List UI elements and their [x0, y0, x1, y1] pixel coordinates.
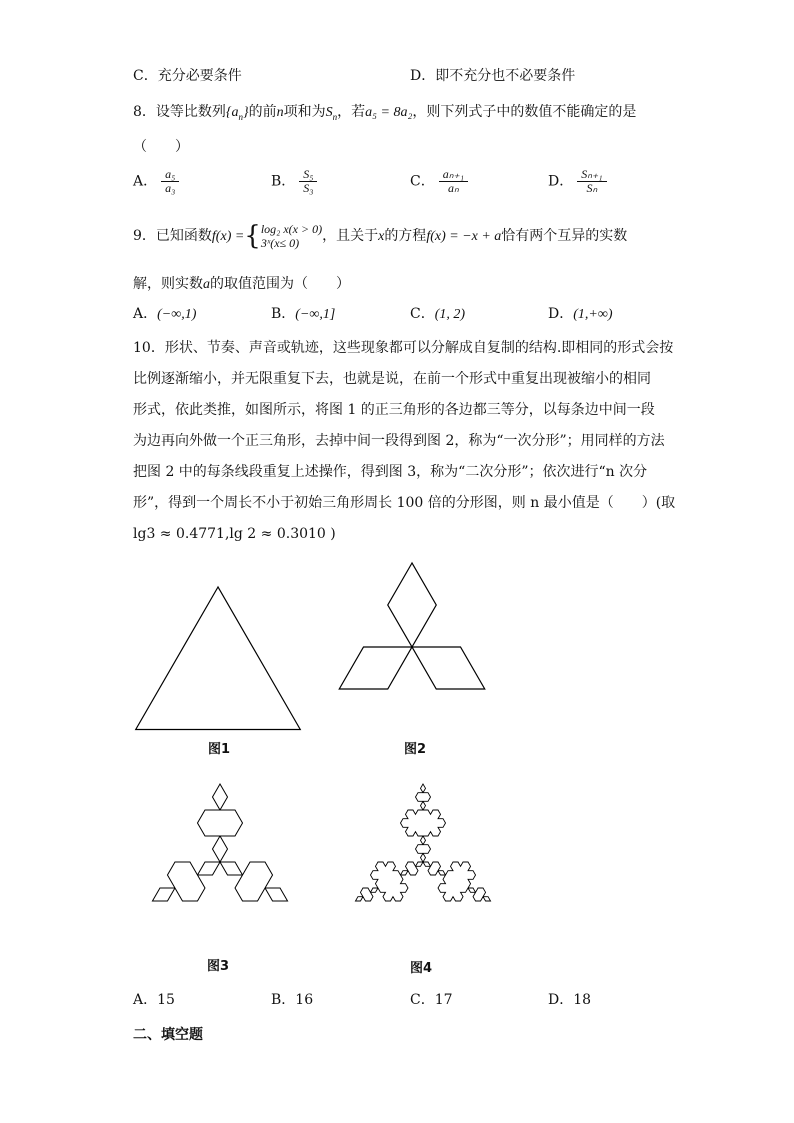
figure-2-star: [325, 548, 500, 743]
q9-option-b: B．(−∞,1]: [271, 306, 336, 322]
caption-figure-4: 图4: [410, 961, 433, 976]
q9-stem: 9．已知函数f(x) ={ log₂ x(x > 0) 3ˣ(x≤ 0) ，且关于x的方程f(x) = −x + a恰有两个互异的实数: [133, 221, 628, 251]
q10-line-4: 为边再向外做一个正三角形，去掉中间一段得到图 2，称为“一次分形”；用同样的方法: [133, 433, 665, 449]
q10-line-1: 10．形状、节奏、声音或轨迹，这些现象都可以分解成自复制的结构.即相同的形式会按: [133, 340, 674, 356]
q8-option-b: B． $\frac{\text{S₅}}{\text{S₃}}$: [271, 168, 315, 195]
fractal-level-2: [152, 784, 287, 901]
q7-option-c: C．充分必要条件: [133, 68, 242, 84]
figure-1-triangle: [130, 585, 310, 740]
caption-figure-2: 图2: [404, 742, 427, 757]
figure-4-snowflake: [338, 768, 508, 956]
q10-line-2: 比例逐渐缩小，并无限重复下去，也就是说，在前一个形式中重复出现被缩小的相同: [133, 371, 651, 387]
q10-option-d: D．18: [548, 992, 592, 1008]
q7-option-d: D．即不充分也不必要条件: [410, 68, 576, 84]
q9-stem-line2: 解，则实数a的取值范围为（ ）: [133, 276, 350, 292]
q10-line-7: lg3 ≈ 0.4771,lg 2 ≈ 0.3010 ): [133, 526, 336, 542]
q10-option-a: A．15: [133, 992, 175, 1008]
q10-line-5: 把图 2 中的每条线段重复上述操作，得到图 3，称为“二次分形”；依次进行“n 次分: [133, 464, 648, 480]
q9-option-c: C．(1, 2): [410, 306, 466, 322]
section-heading-fill-in: 二、填空题: [133, 1027, 203, 1043]
q10-option-c: C．17: [410, 992, 453, 1008]
q9-option-a: A．(−∞,1): [133, 306, 197, 322]
q8-stem: 8．设等比数列$\{a_n\}$的前n项和为$S_n$，若a₅ = 8a₂，则下列式子中的数值不能确定的是: [133, 104, 637, 122]
q10-line-6: 形”，得到一个周长不小于初始三角形周长 100 倍的分形图，则 n 最小值是（ ）(取: [133, 495, 676, 511]
caption-figure-3: 图3: [207, 959, 230, 974]
fractal-level-0: [136, 587, 301, 730]
q9-option-d: D．(1,+∞): [548, 306, 613, 322]
figure-3-snowflake: [135, 768, 305, 956]
caption-figure-1: 图1: [208, 742, 231, 757]
q8-answer-paren: （ ）: [133, 139, 189, 155]
q8-option-a: A． $\frac{\text{a₅}}{\text{a₃}}$: [133, 168, 177, 195]
q10-option-b: B．16: [271, 992, 314, 1008]
q10-line-3: 形式，依此类推，如图所示，将图 1 的正三角形的各边都三等分，以每条边中间一段: [133, 402, 655, 418]
fractal-level-1: [339, 563, 485, 689]
fractal-level-3: [355, 784, 490, 901]
q8-option-d: D． $\frac{\text{Sₙ₊₁}}{\text{Sₙ}}$: [548, 168, 605, 195]
q8-option-c: C． $\frac{\text{aₙ₊₁}}{\text{aₙ}}$: [410, 168, 466, 195]
